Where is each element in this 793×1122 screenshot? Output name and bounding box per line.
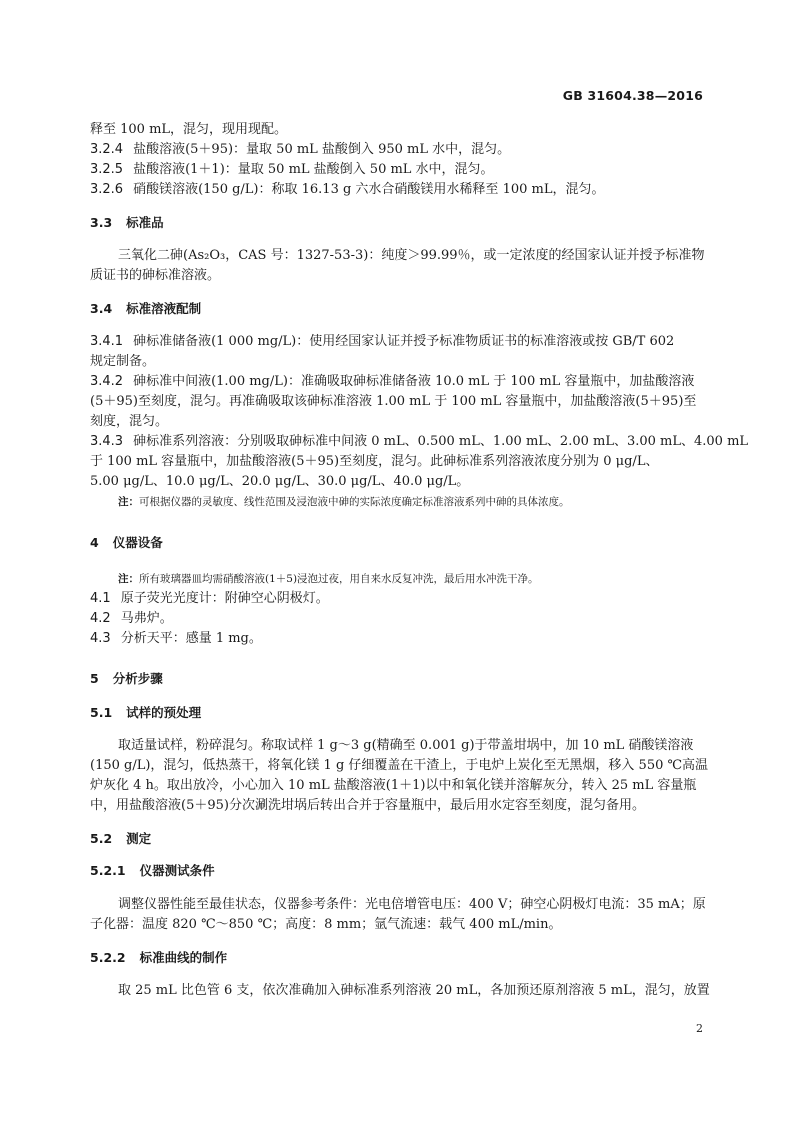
- clause-3-2-6: 3.2.6 硝酸镁溶液(150 g/L)：称取 16.13 g 六水合硝酸镁用水稀释至 100 mL，混匀。: [90, 182, 605, 197]
- note: 注：可根据仪器的灵敏度、线性范围及浸泡液中砷的实际浓度确定标准溶液系列中砷的具体浓度。: [118, 496, 570, 508]
- clause-4-2: 4.2 马弗炉。: [90, 611, 173, 626]
- clause-3-2-5: 3.2.5 盐酸溶液(1＋1)：量取 50 mL 盐酸倒入 50 mL 水中，混匀。: [90, 162, 494, 177]
- text-line: 于 100 mL 容量瓶中，加盐酸溶液(5＋95)至刻度，混匀。此砷标准系列溶液浓度分别为 0 μg/L、: [90, 454, 659, 469]
- note: 注：所有玻璃器皿均需硝酸溶液(1＋5)浸泡过夜，用自来水反复冲洗，最后用水冲洗干净。: [118, 573, 539, 585]
- text-line: 质证书的砷标准溶液。: [90, 268, 221, 283]
- clause-3-2-4: 3.2.4 盐酸溶液(5＋95)：量取 50 mL 盐酸倒入 950 mL 水中，混匀。: [90, 142, 511, 157]
- text-line: 三氧化二砷(As₂O₃，CAS 号：1327-53-3)：纯度＞99.99％，或一定浓度的经国家认证并授予标准物: [118, 248, 705, 263]
- text-line: 刻度，混匀。: [90, 414, 169, 429]
- page-number: 2: [696, 1022, 703, 1035]
- clause-3-4-2: 3.4.2 砷标准中间液(1.00 mg/L)：准确吸取砷标准储备液 10.0 mL 于 100 mL 容量瓶中，加盐酸溶液: [90, 374, 695, 389]
- clause-3-4-3: 3.4.3 砷标准系列溶液：分别吸取砷标准中间液 0 mL、0.500 mL、1.00 mL、2.00 mL、3.00 mL、4.00 mL: [90, 434, 749, 449]
- text-line: 调整仪器性能至最佳状态，仪器参考条件：光电倍增管电压：400 V；砷空心阴极灯电流：35 mA；原: [118, 897, 706, 912]
- text-line: 中，用盐酸溶液(5＋95)分次涮洗坩埚后转出合并于容量瓶中，最后用水定容至刻度，混匀备用。: [90, 798, 645, 813]
- section-heading-5-2-1: 5.2.1 仪器测试条件: [90, 863, 215, 878]
- standard-number: GB 31604.38—2016: [562, 88, 703, 103]
- page-body: [90, 120, 749, 1001]
- text-line: 释至 100 mL，混匀，现用现配。: [90, 122, 288, 137]
- text-line: 规定制备。: [90, 354, 156, 369]
- section-heading-3-4: 3.4 标准溶液配制: [90, 301, 202, 316]
- chapter-heading-4: 4 仪器设备: [90, 535, 163, 550]
- section-heading-3-3: 3.3 标准品: [90, 215, 164, 230]
- text-line: 取 25 mL 比色管 6 支，依次准确加入砷标准系列溶液 20 mL，各加预还原剂溶液 5 mL，混匀，放置: [118, 983, 710, 998]
- text-line: 炉灰化 4 h。取出放冷，小心加入 10 mL 盐酸溶液(1＋1)以中和氧化镁并溶解灰分，转入 25 mL 容量瓶: [90, 778, 697, 793]
- text-line: (150 g/L)，混匀，低热蒸干，将氧化镁 1 g 仔细覆盖在干渣上，于电炉上炭化至无黑烟，移入 550 ℃高温: [90, 758, 709, 773]
- section-heading-5-2: 5.2 测定: [90, 831, 152, 846]
- text-line: 5.00 μg/L、10.0 μg/L、20.0 μg/L、30.0 μg/L、40.0 μg/L。: [90, 474, 470, 489]
- text-line: (5＋95)至刻度，混匀。再准确吸取该砷标准溶液 1.00 mL 于 100 mL 容量瓶中，加盐酸溶液(5＋95)至: [90, 394, 697, 409]
- clause-3-4-1: 3.4.1 砷标准储备液(1 000 mg/L)：使用经国家认证并授予标准物质证书的标准溶液或按 GB/T 602: [90, 334, 675, 349]
- chapter-heading-5: 5 分析步骤: [90, 671, 163, 686]
- text-line: 子化器：温度 820 ℃～850 ℃；高度：8 mm；氩气流速：载气 400 mL/min。: [90, 917, 562, 932]
- clause-4-1: 4.1 原子荧光光度计：附砷空心阴极灯。: [90, 591, 329, 606]
- section-heading-5-2-2: 5.2.2 标准曲线的制作: [90, 950, 228, 965]
- section-heading-5-1: 5.1 试样的预处理: [90, 705, 202, 720]
- clause-4-3: 4.3 分析天平：感量 1 mg。: [90, 631, 262, 646]
- text-line: 取适量试样，粉碎混匀。称取试样 1 g～3 g(精确至 0.001 g)于带盖坩埚中，加 10 mL 硝酸镁溶液: [118, 738, 694, 753]
